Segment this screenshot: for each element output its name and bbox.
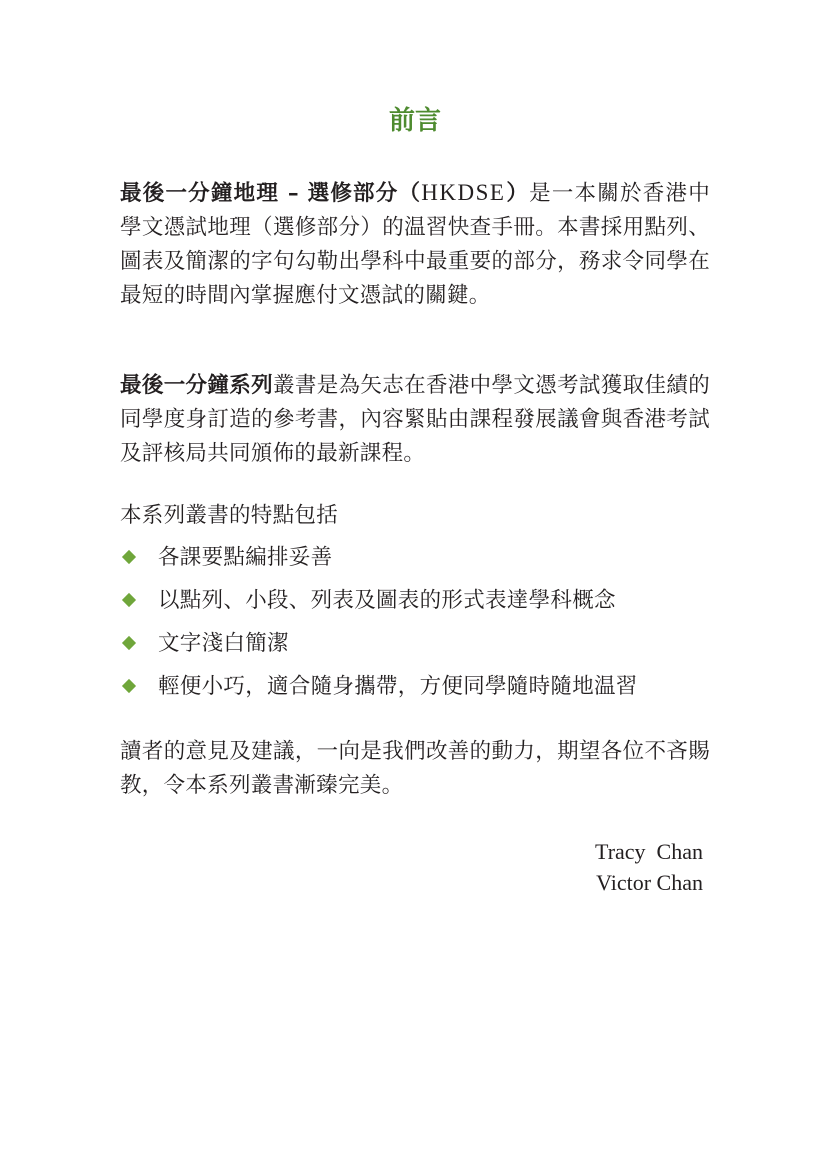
series-name: 最後一分鐘系列 [120, 373, 273, 398]
list-item [120, 584, 710, 627]
series-paragraph [120, 369, 710, 471]
intro-paragraph [120, 176, 710, 313]
page-title: 前言 [388, 106, 441, 136]
book-title-part1: 最後一分鐘地理 [120, 181, 280, 206]
author-name: Victor Chan [596, 870, 703, 895]
intro-text: 是一本關於香港中學文憑試地理（選修部分）的温習快查手冊。本書採用點列、圖表及簡潔的字句勾勒出學科中最重要的部分，務求令同學在最短的時間內掌握應付文憑試的關鍵。 [120, 181, 710, 308]
green-diamond-icon [122, 593, 136, 607]
feature-text: 輕便小巧，適合隨身攜帶，方便同學隨時隨地温習 [158, 674, 638, 699]
preface-page [120, 0, 710, 1167]
green-diamond-icon [122, 679, 136, 693]
list-item [120, 541, 710, 584]
list-item [120, 670, 710, 713]
paren-close: ） [505, 181, 530, 206]
feature-text: 各課要點編排妥善 [158, 545, 333, 570]
list-item [120, 627, 710, 670]
author-name: Tracy Chan [595, 839, 703, 864]
paren-open: （ [398, 181, 422, 206]
author-signature [595, 836, 703, 898]
exam-code: HKDSE [421, 180, 506, 205]
book-title-part2: 選修部分 [307, 181, 399, 206]
features-list [120, 541, 710, 713]
features-intro: 本系列叢書的特點包括 [120, 503, 339, 528]
title-dash: – [279, 181, 308, 206]
closing-paragraph: 讀者的意見及建議，一向是我們改善的動力，期望各位不吝賜教，令本系列叢書漸臻完美。 [120, 739, 710, 798]
series-text: 叢書是為矢志在香港中學文憑考試獲取佳績的同學度身訂造的參考書，內容緊貼由課程發展議會與香港考試及評核局共同頒佈的最新課程。 [120, 373, 710, 466]
green-diamond-icon [122, 636, 136, 650]
feature-text: 以點列、小段、列表及圖表的形式表達學科概念 [158, 588, 616, 613]
feature-text: 文字淺白簡潔 [158, 631, 289, 656]
green-diamond-icon [122, 550, 136, 564]
